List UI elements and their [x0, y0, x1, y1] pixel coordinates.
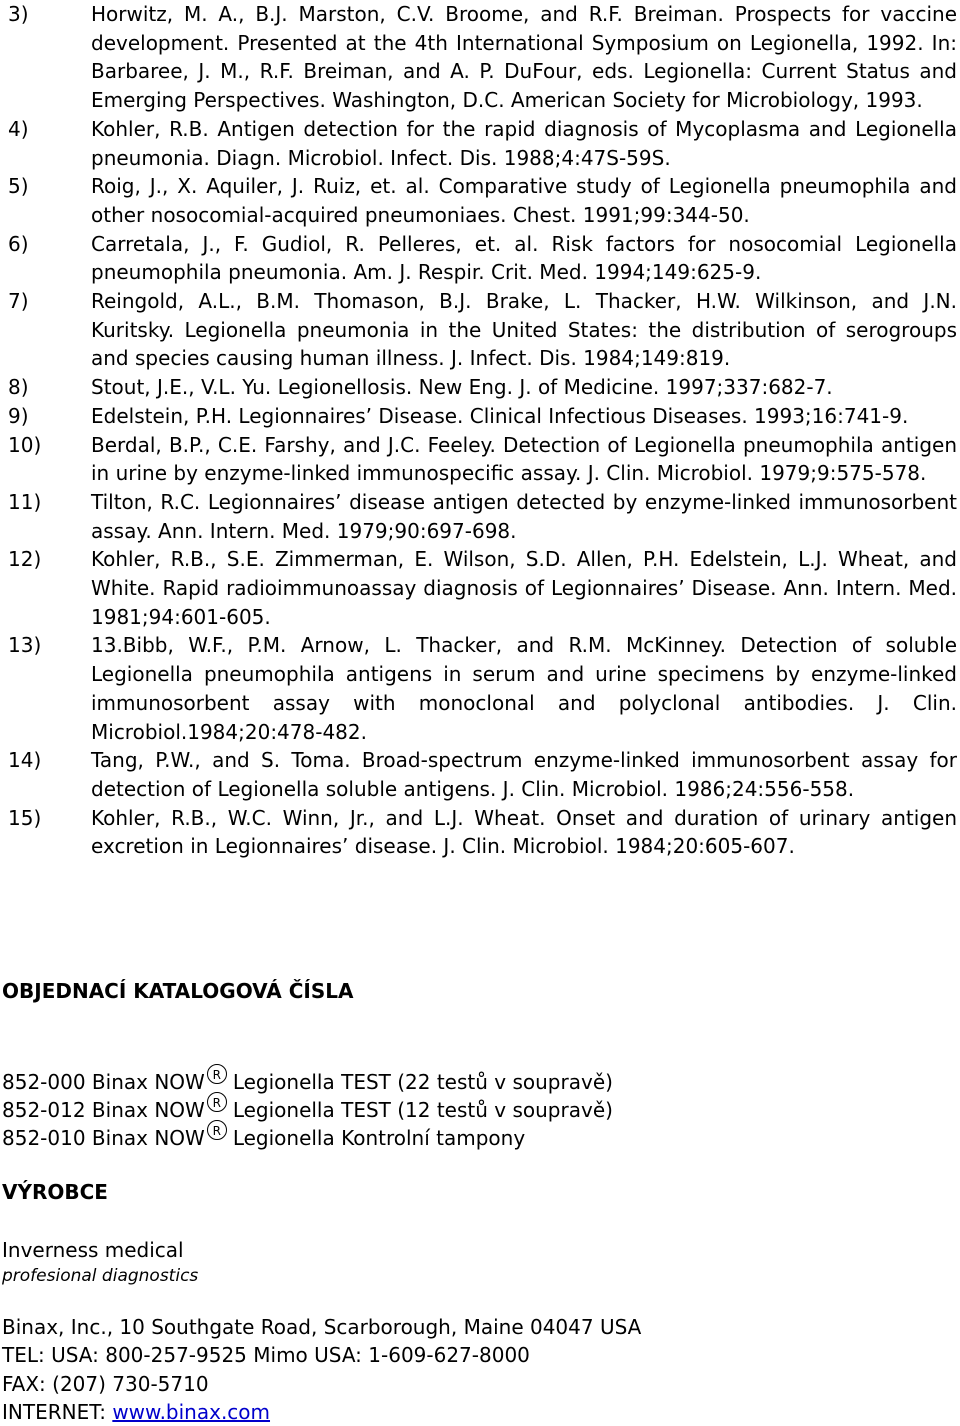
reference-text: Roig, J., X. Aquiler, J. Ruiz, et. al. Comparative study of Legionella pneumophila and other nosocomial-acquired pneumoniaes. Chest. 1991;99:344-50.: [91, 174, 957, 227]
catalog-item-suffix: Legionella TEST (12 testů v soupravě): [232, 1098, 613, 1122]
reference-item: [0, 488, 960, 545]
reference-number: 5): [8, 174, 29, 199]
reference-item: [0, 402, 960, 431]
registered-mark-icon: R: [207, 1120, 227, 1140]
registered-mark-icon: R: [207, 1064, 227, 1084]
reference-number: 8): [8, 375, 29, 400]
manufacturer-tel: TEL: USA: 800-257-9525 Mimo USA: 1-609-627-8000: [2, 1343, 530, 1367]
reference-number: 3): [8, 2, 29, 26]
reference-text: Tang, P.W., and S. Toma. Broad-spectrum enzyme-linked immunosorbent assay for detection of Legionella soluble antigens. J. Clin. Microbiol. 1986;24:556-558.: [91, 748, 957, 801]
reference-text: Reingold, A.L., B.M. Thomason, B.J. Brake, L. Thacker, H.W. Wilkinson, and J.N. Kuritsky. Legionella pneumonia in the United States: the distribution of serogroups and species causing human illness. J. Infect. Dis. 1984;149:819.: [91, 289, 957, 371]
reference-text: Stout, J.E., V.L. Yu. Legionellosis. New Eng. J. of Medicine. 1997;337:682-7.: [91, 375, 833, 400]
manufacturer-address: Binax, Inc., 10 Southgate Road, Scarborough, Maine 04047 USA: [2, 1315, 642, 1339]
manufacturer-company: Inverness medical: [2, 1238, 184, 1262]
reference-item: [0, 172, 960, 229]
reference-item: [0, 431, 960, 488]
reference-item: [0, 0, 960, 115]
reference-text: Berdal, B.P., C.E. Farshy, and J.C. Feeley. Detection of Legionella pneumophila antigen in urine by enzyme-linked immunospecific assay. J. Clin. Microbiol. 1979;9:575-578.: [91, 432, 957, 486]
internet-label: INTERNET:: [2, 1400, 113, 1424]
catalog-item-suffix: Legionella TEST (22 testů v soupravě): [232, 1070, 613, 1094]
registered-mark-icon: R: [207, 1092, 227, 1112]
reference-number: 11): [8, 489, 42, 514]
catalog-item-prefix: 852-000 Binax NOW: [2, 1070, 205, 1094]
reference-text: Tilton, R.C. Legionnaires’ disease antigen detected by enzyme-linked immunosorbent assay. Ann. Intern. Med. 1979;90:697-698.: [91, 489, 957, 543]
reference-number: 6): [8, 231, 29, 256]
reference-number: 10): [8, 432, 42, 457]
reference-item: [0, 746, 960, 803]
reference-number: 13): [8, 633, 42, 658]
reference-item: [0, 115, 960, 172]
reference-text: 13.Bibb, W.F., P.M. Arnow, L. Thacker, and R.M. McKinney. Detection of soluble Legionella pneumophila antigens in serum and urine specimens by enzyme-linked immunosorbent assay with monoclonal and polyclonal antibodies. J. Clin. Microbiol.1984;20:478-482.: [91, 633, 957, 744]
reference-number: 9): [8, 403, 29, 428]
reference-item: [0, 804, 960, 861]
catalog-item: [2, 1120, 525, 1152]
catalog-item-prefix: 852-012 Binax NOW: [2, 1098, 205, 1122]
manufacturer-fax: FAX: (207) 730-5710: [2, 1372, 209, 1396]
reference-text: Edelstein, P.H. Legionnaires’ Disease. Clinical Infectious Diseases. 1993;16:741-9.: [91, 403, 909, 428]
manufacturer-heading: VÝROBCE: [2, 1180, 108, 1204]
reference-text: Horwitz, M. A., B.J. Marston, C.V. Broome, and R.F. Breiman. Prospects for vaccine development. Presented at the 4th International Symposium on Legionella, 1992. In: Barbaree, J. M., R.F. Breiman, and A. P. DuFour, eds. Legionella: Current Status and Emerging Perspectives. Washington, D.C. American Society for Microbiology, 1993.: [91, 2, 957, 113]
reference-number: 12): [8, 547, 42, 572]
website-link[interactable]: www.binax.com: [112, 1400, 271, 1424]
reference-item: [0, 230, 960, 287]
reference-number: 14): [8, 748, 42, 773]
reference-number: 15): [8, 805, 42, 830]
reference-text: Kohler, R.B. Antigen detection for the rapid diagnosis of Mycoplasma and Legionella pneumonia. Diagn. Microbiol. Infect. Dis. 1988;4:47S-59S.: [91, 116, 957, 170]
reference-text: Kohler, R.B., S.E. Zimmerman, E. Wilson, S.D. Allen, P.H. Edelstein, L.J. Wheat, and White. Rapid radioimmunoassay diagnosis of Legionnaires’ Disease. Ann. Intern. Med. 1981;94:601-605.: [91, 547, 957, 629]
reference-text: Carretala, J., F. Gudiol, R. Pelleres, et. al. Risk factors for nosocomial Legionella pneumophila pneumonia. Am. J. Respir. Crit. Med. 1994;149:625-9.: [91, 231, 957, 285]
manufacturer-internet: [2, 1398, 270, 1426]
reference-item: [0, 287, 960, 373]
reference-item: [0, 631, 960, 746]
reference-item: [0, 545, 960, 631]
reference-text: Kohler, R.B., W.C. Winn, Jr., and L.J. Wheat. Onset and duration of urinary antigen excretion in Legionnaires’ disease. J. Clin. Microbiol. 1984;20:605-607.: [91, 805, 957, 859]
reference-item: [0, 373, 960, 402]
manufacturer-tagline: profesional diagnostics: [2, 1266, 199, 1286]
reference-number: 7): [8, 289, 29, 314]
catalog-heading: OBJEDNACÍ KATALOGOVÁ ČÍSLA: [2, 979, 354, 1003]
reference-number: 4): [8, 116, 29, 141]
catalog-item-prefix: 852-010 Binax NOW: [2, 1126, 205, 1150]
catalog-item-suffix: Legionella Kontrolní tampony: [232, 1126, 526, 1150]
